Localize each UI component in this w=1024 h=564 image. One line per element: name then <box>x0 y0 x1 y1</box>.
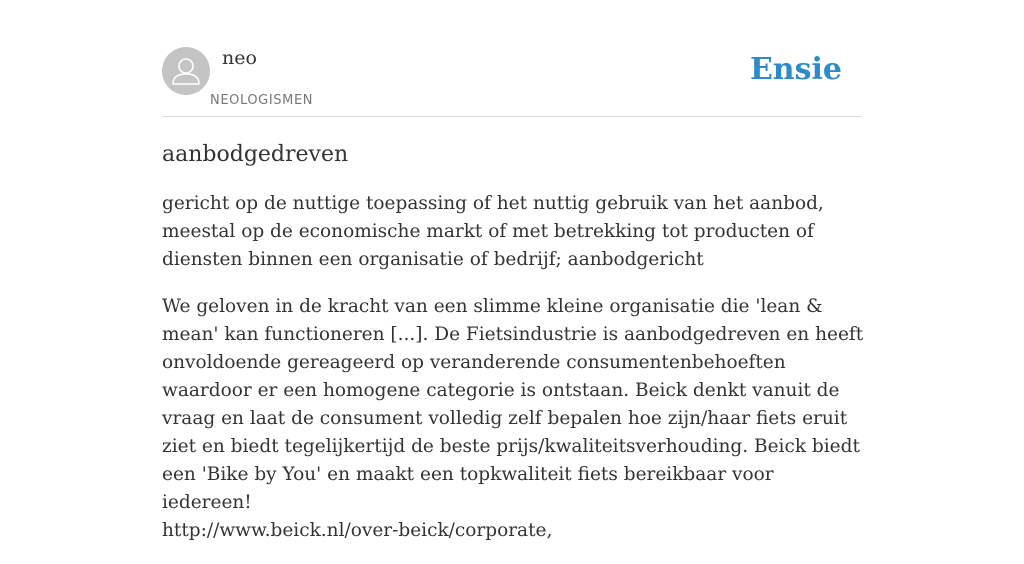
entry-header <box>162 46 862 117</box>
entry-definition: gericht op de nuttige toepassing of het nuttig gebruik van het aanbod, meestal op de economische markt of met betrekking tot producten of diensten binnen een organisatie of bedrijf; aanbodgericht <box>162 193 824 270</box>
entry-content <box>162 140 867 564</box>
category-link[interactable]: NEOLOGISMEN <box>210 93 314 108</box>
author-name-link[interactable]: neo <box>222 47 257 69</box>
entry-example <box>162 293 867 545</box>
author-avatar[interactable] <box>162 47 210 95</box>
ensie-logo[interactable]: Ensie <box>749 52 842 87</box>
entry-term: aanbodgedreven <box>162 142 349 167</box>
user-silhouette-icon <box>162 47 210 95</box>
example-text: We geloven in de kracht van een slimme kleine organisatie die 'lean & mean' kan functioneren [...]. De Fietsindustrie is aanbodgedreven en heeft onvoldoende gereageerd op veranderende consumentenbehoeften waardoor er een homogene categorie is ontstaan. Beick denkt vanuit de vraag en laat de consument volledig zelf bepalen hoe zijn/haar fiets eruit ziet en biedt tegelijkertijd de beste prijs/kwaliteitsverhouding. Beick biedt een 'Bike by You' en maakt een topkwaliteit fiets bereikbaar voor iedereen! <box>162 296 864 513</box>
example-source: http://www.beick.nl/over-beick/corporate, <box>162 520 553 541</box>
